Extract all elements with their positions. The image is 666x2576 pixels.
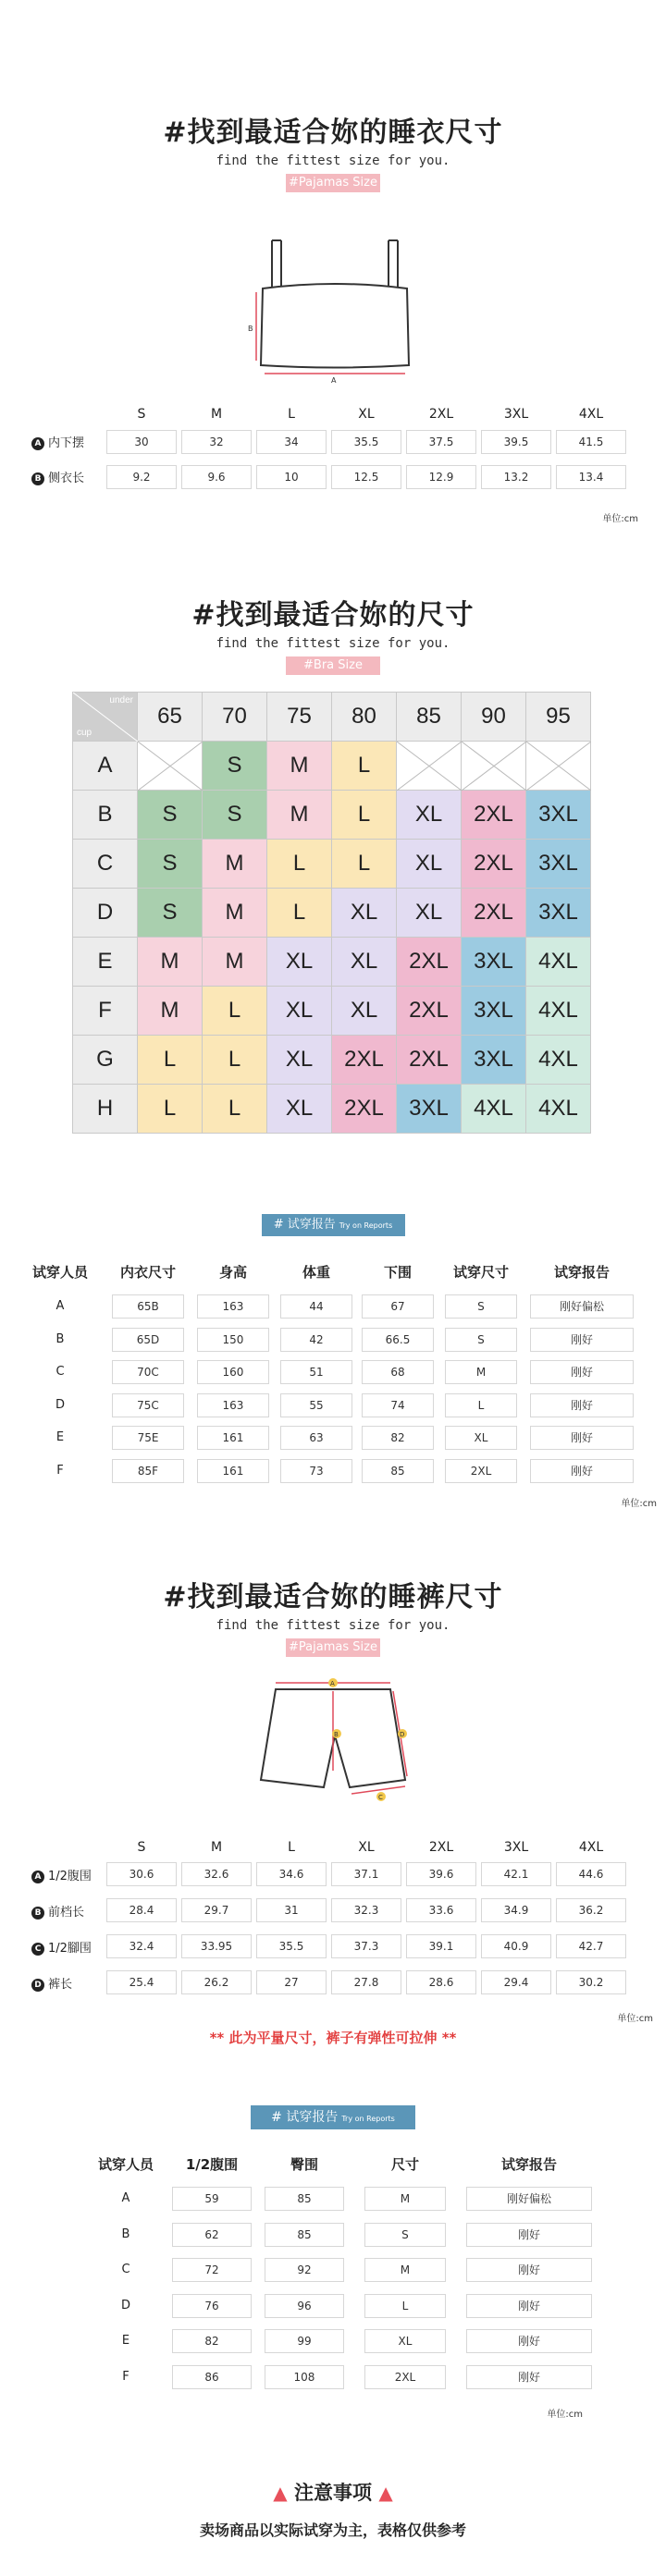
report-cell: 85 <box>265 2187 344 2211</box>
measure-cell: 26.2 <box>181 1970 252 1994</box>
pajama-top-subtitle: find the fittest size for you. <box>216 153 450 168</box>
notice-title: 注意事项 <box>294 2482 372 2504</box>
tester-label: E <box>121 2334 130 2348</box>
measure-cell: 39.6 <box>406 1862 476 1886</box>
bra-title: #找到最适合妳的尺寸 <box>191 599 475 632</box>
size-cell: 4XL <box>526 1036 591 1085</box>
measure-cell: 9.2 <box>106 465 177 489</box>
report-header: 内衣尺寸 <box>119 1264 176 1281</box>
report-cell: 86 <box>172 2365 252 2389</box>
report-cell: 刚好偏松 <box>466 2187 592 2211</box>
size-cell: XL <box>332 938 397 987</box>
size-cell: XL <box>267 987 332 1036</box>
size-col-header: S <box>137 407 146 422</box>
tester-label: B <box>121 2226 130 2241</box>
size-cell: L <box>332 742 397 791</box>
cup-header: E <box>73 938 138 987</box>
unit-label: 单位:cm <box>602 514 638 524</box>
pajama-pants-diagram <box>250 1678 416 1817</box>
report-header: 尺寸 <box>390 2156 419 2173</box>
size-cell: 2XL <box>332 1085 397 1134</box>
report-cell: 73 <box>280 1459 352 1483</box>
measure-cell: 34.6 <box>256 1862 327 1886</box>
report-cell: 刚好 <box>466 2365 592 2389</box>
size-cell: XL <box>397 889 462 938</box>
measure-cell: 32.6 <box>181 1862 252 1886</box>
size-cell: 3XL <box>462 987 526 1036</box>
size-cell: M <box>138 987 203 1036</box>
cross-icon <box>526 742 591 791</box>
size-cell: L <box>138 1085 203 1134</box>
report-cell: S <box>445 1294 516 1319</box>
measure-badge: B <box>31 1907 44 1920</box>
measure-badge: C <box>31 1943 44 1956</box>
bra-subtitle: find the fittest size for you. <box>216 636 450 651</box>
tester-label: C <box>121 2263 130 2276</box>
tester-label: C <box>56 1365 65 1379</box>
underbust-header: 85 <box>397 693 462 742</box>
measure-label: 内下摆 <box>48 436 85 450</box>
size-cell: 3XL <box>526 840 591 889</box>
underbust-header: 65 <box>138 693 203 742</box>
measure-cell: 27 <box>256 1970 327 1994</box>
report-cell: 65B <box>112 1294 183 1319</box>
measure-cell: 37.3 <box>331 1934 401 1958</box>
size-col-header: S <box>137 1840 146 1855</box>
size-cell: XL <box>397 791 462 840</box>
report1-tag-text: # 试穿报告 <box>273 1218 336 1232</box>
cross-icon <box>397 742 462 791</box>
cross-icon <box>462 742 526 791</box>
report-cell: 108 <box>265 2365 344 2389</box>
size-col-header: L <box>288 1840 295 1855</box>
report-cell: 63 <box>280 1426 352 1450</box>
report-cell: 59 <box>172 2187 252 2211</box>
size-cell: 2XL <box>397 1036 462 1085</box>
size-cell: M <box>203 938 267 987</box>
measure-cell: 34 <box>256 430 327 454</box>
unit-label: 单位:cm <box>621 1499 657 1509</box>
underbust-header: 70 <box>203 693 267 742</box>
size-cell: S <box>138 791 203 840</box>
cup-header: D <box>73 889 138 938</box>
measure-cell: 35.5 <box>256 1934 327 1958</box>
measure-cell: 10 <box>256 465 327 489</box>
report-cell: 96 <box>265 2294 344 2318</box>
pants-note: ** 此为平量尺寸，裤子有弹性可拉伸 ** <box>209 2030 457 2046</box>
size-cell: M <box>267 742 332 791</box>
size-cell: L <box>267 889 332 938</box>
size-cell: S <box>203 742 267 791</box>
measure-cell: 32.4 <box>106 1934 177 1958</box>
diagram-label-d: D <box>400 1731 405 1738</box>
size-col-header: 2XL <box>428 407 454 422</box>
measure-row-label <box>31 1938 92 1956</box>
measure-cell: 32 <box>181 430 252 454</box>
report-cell: XL <box>364 2329 446 2353</box>
size-cell: XL <box>397 840 462 889</box>
unavailable-cell <box>397 742 462 791</box>
size-cell: 2XL <box>462 791 526 840</box>
report-cell: 150 <box>197 1328 268 1352</box>
report-cell: L <box>445 1393 516 1417</box>
size-col-header: 4XL <box>578 407 604 422</box>
tester-label: F <box>122 2369 130 2384</box>
report-cell: 刚好 <box>530 1459 634 1483</box>
report-cell: 85 <box>362 1459 433 1483</box>
size-cell: M <box>267 791 332 840</box>
size-cell: 4XL <box>462 1085 526 1134</box>
report-cell: M <box>364 2258 446 2282</box>
report-cell: 160 <box>197 1360 268 1384</box>
report-cell: S <box>445 1328 516 1352</box>
size-cell: 2XL <box>332 1036 397 1085</box>
report1-tag <box>262 1214 405 1236</box>
cross-icon <box>138 742 203 791</box>
notice-title-row <box>0 2478 666 2506</box>
measure-label: 1/2腳围 <box>48 1942 92 1956</box>
size-cell: 4XL <box>526 987 591 1036</box>
measure-cell: 12.9 <box>406 465 476 489</box>
report-cell: 65D <box>112 1328 183 1352</box>
report-cell: 85F <box>112 1459 183 1483</box>
measure-cell: 30 <box>106 430 177 454</box>
size-col-header: L <box>288 407 295 422</box>
unit-label: 单位:cm <box>617 2014 653 2024</box>
measure-badge: B <box>31 472 44 485</box>
size-cell: S <box>203 791 267 840</box>
warning-icon: ▲ <box>273 2482 288 2504</box>
report-cell: 85 <box>265 2223 344 2247</box>
size-col-header: XL <box>358 1840 375 1855</box>
report2-table <box>0 2154 666 2404</box>
report-cell: 70C <box>112 1360 183 1384</box>
report-cell: 55 <box>280 1393 352 1417</box>
size-cell: 4XL <box>526 938 591 987</box>
report-header: 臀围 <box>290 2156 318 2173</box>
cup-header: H <box>73 1085 138 1134</box>
report-header: 试穿人员 <box>31 1264 88 1281</box>
size-col-header: 4XL <box>578 1840 604 1855</box>
size-cell: M <box>138 938 203 987</box>
pajama-top-diagram <box>242 231 427 384</box>
measure-cell: 36.2 <box>556 1898 626 1922</box>
size-cell: 3XL <box>526 889 591 938</box>
underbust-header: 80 <box>332 693 397 742</box>
size-cell: L <box>332 791 397 840</box>
unavailable-cell <box>462 742 526 791</box>
report-header: 试穿人员 <box>97 2156 154 2173</box>
warning-icon: ▲ <box>378 2482 393 2504</box>
report1-tag-small: Try on Reports <box>339 1221 393 1230</box>
size-cell: M <box>203 840 267 889</box>
pajama-pants-section <box>0 1574 666 1657</box>
measure-cell: 34.9 <box>481 1898 551 1922</box>
size-cell: 3XL <box>526 791 591 840</box>
pajama-pants-tag: #Pajamas Size <box>286 1638 380 1657</box>
report-cell: 刚好 <box>530 1360 634 1384</box>
size-cell: 3XL <box>462 938 526 987</box>
measure-cell: 30.6 <box>106 1862 177 1886</box>
cup-header: F <box>73 987 138 1036</box>
tester-label: A <box>121 2191 130 2205</box>
size-col-header: 3XL <box>503 1840 529 1855</box>
measure-cell: 9.6 <box>181 465 252 489</box>
size-cell: 3XL <box>397 1085 462 1134</box>
unavailable-cell <box>526 742 591 791</box>
report-cell: 刚好 <box>530 1328 634 1352</box>
measure-cell: 39.5 <box>481 430 551 454</box>
report-cell: XL <box>445 1426 516 1450</box>
pajama-top-section <box>0 109 666 192</box>
diagram-label-b: B <box>248 325 253 333</box>
report-cell: M <box>445 1360 516 1384</box>
report-cell: L <box>364 2294 446 2318</box>
report-header: 试穿报告 <box>500 2156 557 2173</box>
size-cell: XL <box>267 938 332 987</box>
measure-cell: 12.5 <box>331 465 401 489</box>
report-cell: 42 <box>280 1328 352 1352</box>
report-cell: 刚好 <box>466 2258 592 2282</box>
size-cell: XL <box>332 987 397 1036</box>
size-cell: 2XL <box>397 938 462 987</box>
measure-cell: 41.5 <box>556 430 626 454</box>
unavailable-cell <box>138 742 203 791</box>
measure-cell: 32.3 <box>331 1898 401 1922</box>
size-cell: L <box>332 840 397 889</box>
corner-cup: cup <box>77 728 92 738</box>
cup-header: B <box>73 791 138 840</box>
size-cell: M <box>203 889 267 938</box>
measure-cell: 28.4 <box>106 1898 177 1922</box>
size-cell: XL <box>267 1085 332 1134</box>
report-cell: 2XL <box>445 1459 516 1483</box>
size-cell: L <box>267 840 332 889</box>
pajama-top-tag: #Pajamas Size <box>286 174 380 192</box>
report-cell: 99 <box>265 2329 344 2353</box>
measure-badge: D <box>31 1979 44 1992</box>
cup-header: A <box>73 742 138 791</box>
size-cell: S <box>138 840 203 889</box>
measure-label: 1/2腹围 <box>48 1870 92 1883</box>
measure-cell: 29.4 <box>481 1970 551 1994</box>
diagram-label-a: A <box>331 376 337 384</box>
tester-label: A <box>56 1299 65 1313</box>
measure-badge: A <box>31 1871 44 1883</box>
measure-cell: 35.5 <box>331 430 401 454</box>
report-cell: 68 <box>362 1360 433 1384</box>
tester-label: B <box>56 1331 65 1346</box>
measure-cell: 44.6 <box>556 1862 626 1886</box>
measure-row-label <box>31 468 84 485</box>
measure-cell: 37.5 <box>406 430 476 454</box>
report-cell: 刚好 <box>530 1393 634 1417</box>
report-cell: 92 <box>265 2258 344 2282</box>
measure-cell: 37.1 <box>331 1862 401 1886</box>
report2-tag-small: Try on Reports <box>341 2115 395 2123</box>
measure-cell: 42.1 <box>481 1862 551 1886</box>
report-cell: 72 <box>172 2258 252 2282</box>
measure-cell: 39.1 <box>406 1934 476 1958</box>
size-cell: S <box>138 889 203 938</box>
notice-section <box>0 2478 666 2540</box>
report-cell: 67 <box>362 1294 433 1319</box>
pajama-pants-subtitle: find the fittest size for you. <box>216 1618 450 1633</box>
diagram-label-c: C <box>378 1794 383 1801</box>
measure-cell: 33.6 <box>406 1898 476 1922</box>
size-cell: 4XL <box>526 1085 591 1134</box>
report-cell: 74 <box>362 1393 433 1417</box>
size-col-header: M <box>210 1840 223 1855</box>
grid-corner <box>73 693 138 742</box>
measure-cell: 13.4 <box>556 465 626 489</box>
measure-cell: 29.7 <box>181 1898 252 1922</box>
size-col-header: XL <box>358 407 375 422</box>
pajama-top-size-table <box>0 407 666 518</box>
bra-size-grid <box>72 692 591 1134</box>
size-cell: L <box>203 1036 267 1085</box>
report-cell: 163 <box>197 1294 268 1319</box>
report2-tag <box>251 2105 415 2129</box>
report2-tag-text: # 试穿报告 <box>271 2110 339 2125</box>
tester-label: F <box>56 1463 64 1478</box>
report-cell: S <box>364 2223 446 2247</box>
size-col-header: 3XL <box>503 407 529 422</box>
tester-label: E <box>56 1430 65 1444</box>
report-cell: 161 <box>197 1459 268 1483</box>
measure-label: 侧衣长 <box>48 472 85 485</box>
report-header: 试穿报告 <box>553 1264 610 1281</box>
measure-cell: 25.4 <box>106 1970 177 1994</box>
report2-section <box>0 2105 666 2129</box>
diagram-label-a: A <box>330 1680 335 1687</box>
size-cell: L <box>203 987 267 1036</box>
measure-cell: 42.7 <box>556 1934 626 1958</box>
report-cell: 62 <box>172 2223 252 2247</box>
size-cell: 2XL <box>462 889 526 938</box>
tester-label: D <box>120 2298 130 2312</box>
notice-text: 卖场商品以实际试穿为主，表格仅供参考 <box>199 2521 466 2539</box>
report-header: 试穿尺寸 <box>452 1264 509 1281</box>
size-cell: 2XL <box>462 840 526 889</box>
report-cell: 163 <box>197 1393 268 1417</box>
size-cell: L <box>203 1085 267 1134</box>
measure-cell: 31 <box>256 1898 327 1922</box>
report-cell: M <box>364 2187 446 2211</box>
measure-row-label <box>31 1974 72 1992</box>
corner-under: under <box>109 695 133 705</box>
measure-cell: 13.2 <box>481 465 551 489</box>
tester-label: D <box>55 1397 65 1412</box>
size-cell: XL <box>332 889 397 938</box>
report1-section <box>0 1214 666 1236</box>
report-cell: 82 <box>172 2329 252 2353</box>
report-cell: 75C <box>112 1393 183 1417</box>
report-header: 1/2腹围 <box>185 2156 239 2173</box>
report-cell: 2XL <box>364 2365 446 2389</box>
size-cell: L <box>138 1036 203 1085</box>
report-header: 下围 <box>383 1264 412 1281</box>
pajama-pants-size-table <box>0 1840 666 2016</box>
underbust-header: 95 <box>526 693 591 742</box>
measure-cell: 40.9 <box>481 1934 551 1958</box>
report-cell: 82 <box>362 1426 433 1450</box>
report-cell: 75E <box>112 1426 183 1450</box>
size-cell: XL <box>267 1036 332 1085</box>
report-header: 身高 <box>218 1264 247 1281</box>
underbust-header: 75 <box>267 693 332 742</box>
report-cell: 51 <box>280 1360 352 1384</box>
report-cell: 161 <box>197 1426 268 1450</box>
measure-cell: 30.2 <box>556 1970 626 1994</box>
report1-table <box>0 1262 666 1503</box>
report-header: 体重 <box>302 1264 330 1281</box>
measure-row-label <box>31 433 84 450</box>
report-cell: 76 <box>172 2294 252 2318</box>
pajama-pants-title: #找到最适合妳的睡裤尺寸 <box>163 1581 503 1613</box>
size-cell: 2XL <box>397 987 462 1036</box>
report-cell: 刚好 <box>466 2223 592 2247</box>
underbust-header: 90 <box>462 693 526 742</box>
measure-cell: 27.8 <box>331 1970 401 1994</box>
unit-label: 单位:cm <box>547 2410 583 2420</box>
measure-label: 裤长 <box>48 1978 73 1992</box>
measure-row-label <box>31 1866 92 1883</box>
measure-label: 前档长 <box>48 1906 85 1920</box>
size-col-header: 2XL <box>428 1840 454 1855</box>
measure-cell: 33.95 <box>181 1934 252 1958</box>
report-cell: 66.5 <box>362 1328 433 1352</box>
cup-header: G <box>73 1036 138 1085</box>
diagram-label-b: B <box>334 1731 339 1738</box>
report-cell: 刚好 <box>530 1426 634 1450</box>
size-cell: 3XL <box>462 1036 526 1085</box>
measure-badge: A <box>31 437 44 450</box>
bra-tag: #Bra Size <box>286 656 380 675</box>
report-cell: 刚好 <box>466 2294 592 2318</box>
measure-cell: 28.6 <box>406 1970 476 1994</box>
measure-row-label <box>31 1902 84 1920</box>
pajama-top-title: #找到最适合妳的睡衣尺寸 <box>163 117 503 149</box>
size-col-header: M <box>210 407 223 422</box>
bra-section <box>0 592 666 675</box>
report-cell: 44 <box>280 1294 352 1319</box>
report-cell: 刚好 <box>466 2329 592 2353</box>
report-cell: 刚好偏松 <box>530 1294 634 1319</box>
cup-header: C <box>73 840 138 889</box>
